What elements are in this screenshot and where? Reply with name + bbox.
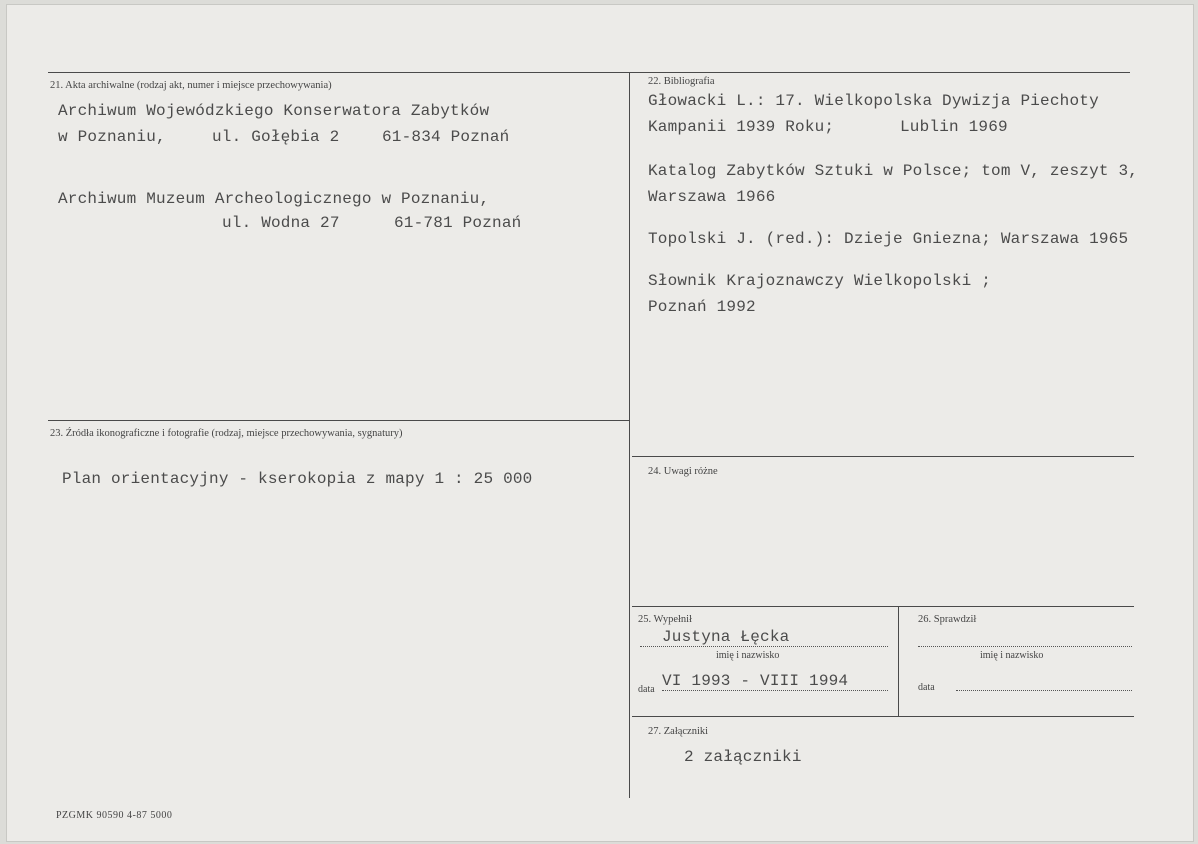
bibliography-ref-4-line-1: Słownik Krajoznawczy Wielkopolski ; [648,272,992,290]
section-25-label: 25. Wypełnił [638,614,693,625]
bibliography-ref-4-line-2: Poznań 1992 [648,298,756,316]
iconographic-source-text: Plan orientacyjny - kserokopia z mapy 1 : 25 000 [62,470,533,488]
bibliography-ref-2-line-2: Warszawa 1966 [648,188,776,206]
section-27-label: 27. Załączniki [648,726,709,737]
archive-1-name: Archiwum Wojewódzkiego Konserwatora Zabytków [58,102,490,120]
checked-by-name-line [918,646,1132,647]
filled-by-date-label: data [638,684,655,695]
checked-by-date-label: data [918,682,935,693]
section-23-label: 23. Źródła ikonograficzne i fotografie (rodzaj, miejsce przechowywania, sygnatury) [50,428,403,439]
archive-1-postal: 61-834 Poznań [382,128,510,146]
archive-2-name: Archiwum Muzeum Archeologicznego w Poznaniu, [58,190,490,208]
archive-2-street: ul. Wodna 27 [222,214,340,232]
signature-divider [898,607,899,717]
archive-1-street: ul. Gołębia 2 [212,128,340,146]
section-21-bottom-rule [48,420,630,421]
archive-1-city: w Poznaniu, [58,128,166,146]
bibliography-ref-3: Topolski J. (red.): Dzieje Gniezna; Warszawa 1965 [648,230,1129,248]
print-code: PZGMK 90590 4-87 5000 [56,810,173,821]
bibliography-ref-1-line-2a: Kampanii 1939 Roku; [648,118,835,136]
filled-by-name: Justyna Łęcka [662,628,790,646]
bibliography-ref-2-line-1: Katalog Zabytków Sztuki w Polsce; tom V, zeszyt 3, [648,162,1139,180]
top-rule [48,72,1130,73]
section-26-label: 26. Sprawdził [918,614,977,625]
bibliography-ref-1-line-2b: Lublin 1969 [900,118,1008,136]
filled-by-date-value: VI 1993 - VIII 1994 [662,672,849,690]
column-divider [629,72,630,798]
section-22-label: 22. Bibliografia [648,76,715,87]
filled-by-date-line [662,690,888,691]
bibliography-ref-1-line-1: Głowacki L.: 17. Wielkopolska Dywizja Piechoty [648,92,1099,110]
checked-by-name-caption: imię i nazwisko [980,650,1044,661]
section-24-label: 24. Uwagi różne [648,466,718,477]
section-25-bottom-rule [632,716,1134,717]
attachments-text: 2 załączniki [684,748,802,766]
archive-2-postal: 61-781 Poznań [394,214,522,232]
filled-by-name-line [640,646,888,647]
section-21-label: 21. Akta archiwalne (rodzaj akt, numer i miejsce przechowywania) [50,80,332,91]
section-22-bottom-rule [632,456,1134,457]
section-24-bottom-rule [632,606,1134,607]
filled-by-name-caption: imię i nazwisko [716,650,780,661]
checked-by-date-line [956,690,1132,691]
